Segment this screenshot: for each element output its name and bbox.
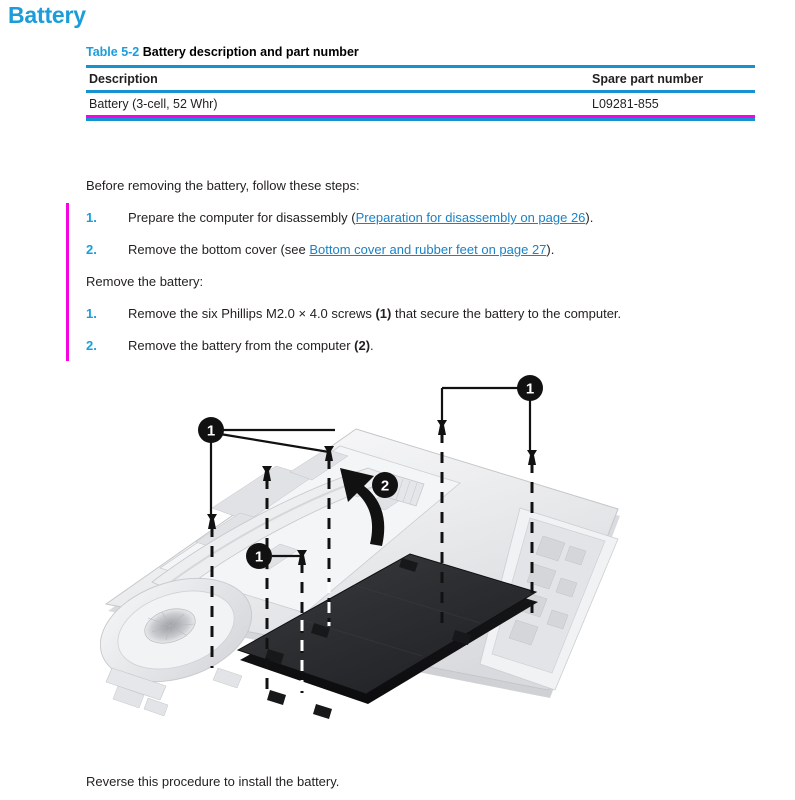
list-item-number: 1. <box>86 306 97 321</box>
cell-description: Battery (3-cell, 52 Whr) <box>89 97 218 111</box>
callout-label: 1 <box>206 422 216 440</box>
callout-leader-line <box>220 434 329 452</box>
link-preparation-for-disassembly[interactable]: Preparation for disassembly on page 26 <box>355 210 586 225</box>
list-item-callout-ref: (1) <box>375 306 392 321</box>
list-item-callout-ref: (2) <box>354 338 371 353</box>
intro-paragraph: Before removing the battery, follow these steps: <box>86 178 360 193</box>
battery-removal-illustration <box>100 368 690 738</box>
closing-paragraph: Reverse this procedure to install the battery. <box>86 774 340 789</box>
table-header-row <box>86 68 755 90</box>
table-rule-bottom <box>86 118 755 121</box>
list-item-tail: that secure the battery to the computer. <box>391 306 622 321</box>
list-item-lead: Remove the battery from the computer <box>128 338 355 353</box>
battery-part-table <box>86 45 755 121</box>
callout-label: 2 <box>380 477 390 495</box>
list-item-text <box>128 306 621 322</box>
remove-steps-list <box>86 306 621 370</box>
table-caption-number: Table 5-2 <box>86 45 140 59</box>
list-item-lead: Remove the bottom cover (see <box>128 242 310 257</box>
callout-1-upper-right <box>442 375 543 452</box>
margin-change-bar <box>66 203 69 361</box>
column-header-spare-part-number: Spare part number <box>592 72 704 86</box>
list-item <box>86 210 593 242</box>
cell-spare-part-number: L09281-855 <box>592 97 659 111</box>
list-item-number: 2. <box>86 338 97 353</box>
list-item-number: 1. <box>86 210 97 225</box>
list-item <box>86 306 621 338</box>
callout-label: 1 <box>254 548 264 566</box>
list-item-text <box>128 338 621 354</box>
list-item-lead: Remove the six Phillips M2.0 × 4.0 screws <box>128 306 376 321</box>
table-caption <box>86 45 755 65</box>
list-item-text <box>128 210 593 226</box>
page-title: Battery <box>8 2 86 28</box>
list-item-tail: ). <box>585 210 594 225</box>
list-item <box>86 338 621 370</box>
list-item <box>86 242 593 274</box>
table-caption-title: Battery description and part number <box>142 45 359 59</box>
illustration-svg <box>100 368 690 738</box>
remove-battery-paragraph: Remove the battery: <box>86 274 204 289</box>
before-steps-list <box>86 210 593 274</box>
list-item-lead: Prepare the computer for disassembly ( <box>128 210 356 225</box>
list-item-tail: . <box>370 338 374 353</box>
list-item-text <box>128 242 593 258</box>
list-item-number: 2. <box>86 242 97 257</box>
list-item-tail: ). <box>546 242 555 257</box>
column-header-description: Description <box>89 72 158 86</box>
link-bottom-cover-and-rubber-feet[interactable]: Bottom cover and rubber feet on page 27 <box>309 242 547 257</box>
table-row <box>86 93 755 115</box>
callout-label: 1 <box>525 380 535 398</box>
